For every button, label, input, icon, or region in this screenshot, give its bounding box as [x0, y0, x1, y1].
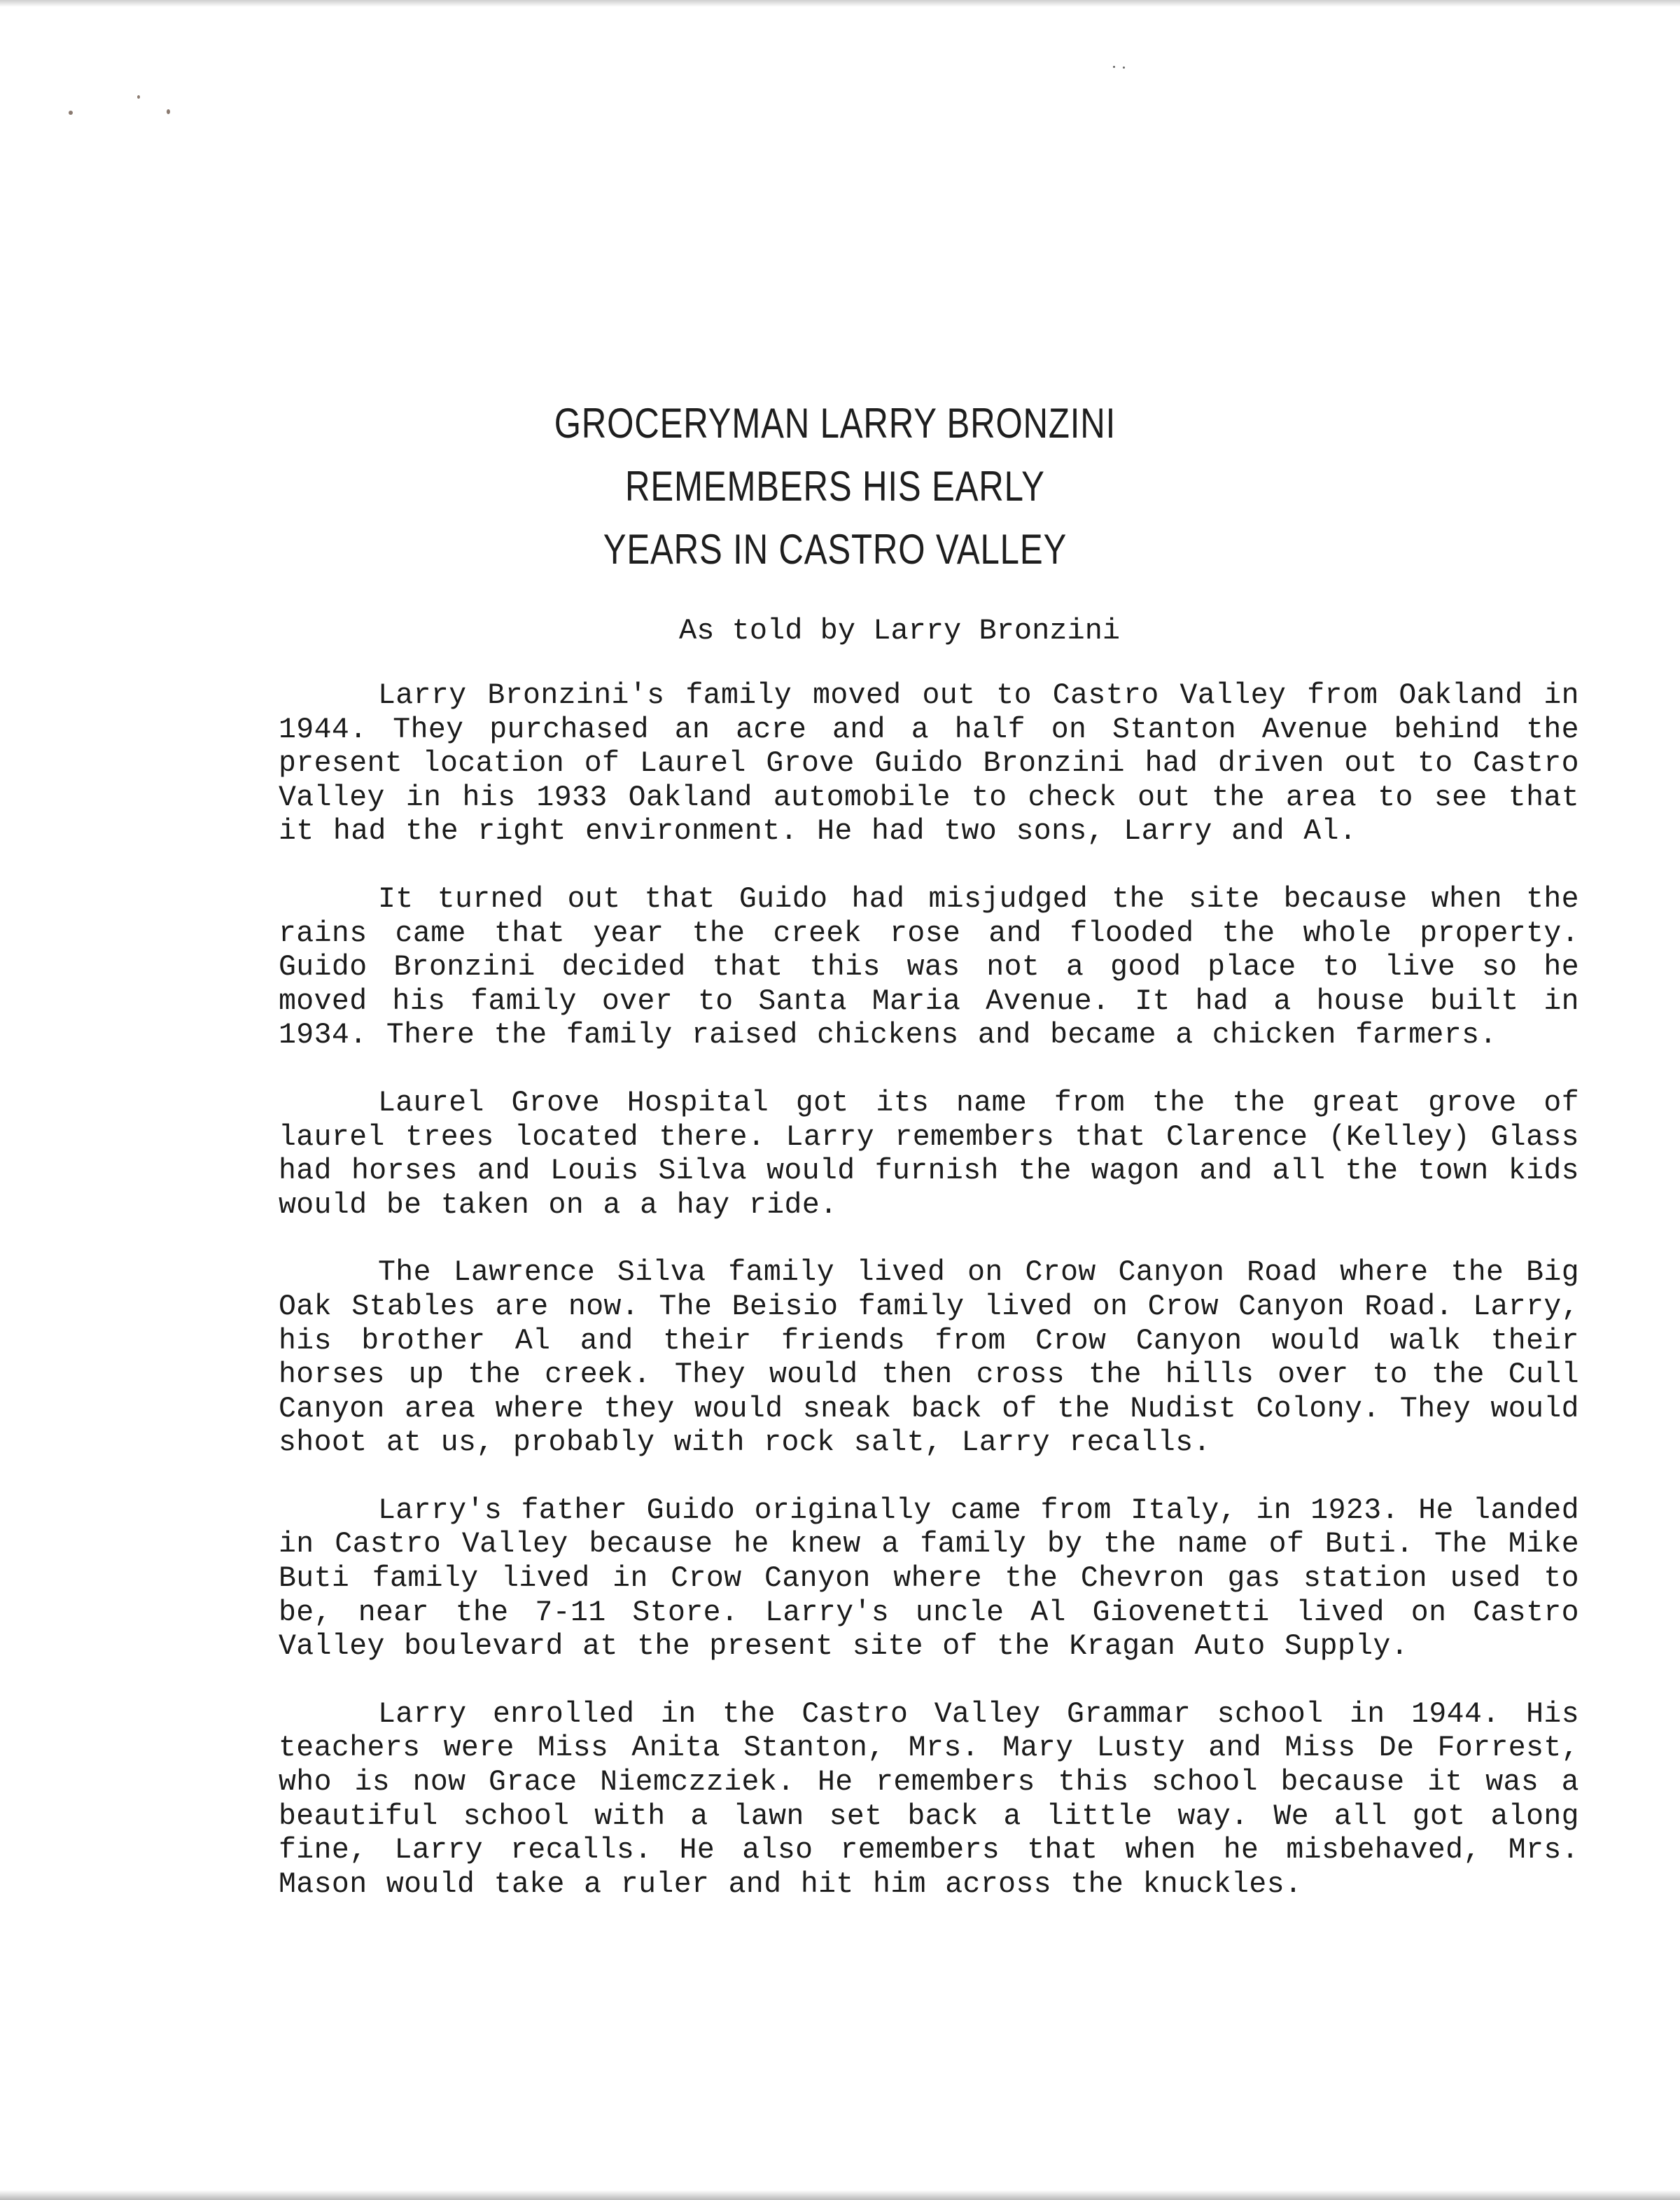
- scan-edge-bottom: [0, 2190, 1680, 2200]
- document-title: [167, 392, 1504, 581]
- paragraph: Laurel Grove Hospital got its name from the the great grove of laurel trees located there. Larry remembers that Clarence (Kelley) Glass had horses and Louis Silva would furnish the wagon and all the town kids would be taken on a a hay ride.: [279, 1086, 1579, 1222]
- paragraph: It turned out that Guido had misjudged the site because when the rains came that year the creek rose and flooded the whole property. Guido Bronzini decided that this was not a good place to live so he moved his family over to Santa Maria Avenue. It had a house built in 1934. There the family raised chickens and became a chicken farmers.: [279, 882, 1579, 1052]
- paragraph: Larry's father Guido originally came from Italy, in 1923. He landed in Castro Valley because he knew a family by the name of Buti. The Mike Buti family lived in Crow Canyon where the Chevron gas station used to be, near the 7-11 Store. Larry's uncle Al Giovenetti lived on Castro Valley boulevard at the present site of the Kragan Auto Supply.: [279, 1494, 1579, 1664]
- paragraph: Larry enrolled in the Castro Valley Grammar school in 1944. His teachers were Miss Anita Stanton, Mrs. Mary Lusty and Miss De Forrest, who is now Grace Niemczziek. He remembers this school because it was a beautiful school with a lawn set back a little way. We all got along fine, Larry recalls. He also remembers that when he misbehaved, Mrs. Mason would take a ruler and hit him across the knuckles.: [279, 1697, 1579, 1901]
- scan-speck: [69, 111, 73, 115]
- scan-speck: [1123, 67, 1125, 69]
- paragraph: Larry Bronzini's family moved out to Castro Valley from Oakland in 1944. They purchased an acre and a half on Stanton Avenue behind the present location of Laurel Grove Guido Bronzini had driven out to Castro Valley in his 1933 Oakland automobile to check out the area to see that it had the right environment. He had two sons, Larry and Al.: [279, 679, 1579, 849]
- paragraph: The Lawrence Silva family lived on Crow Canyon Road where the Big Oak Stables are now. The Beisio family lived on Crow Canyon Road. Larry, his brother Al and their friends from Crow Canyon would walk their horses up the creek. They would then cross the hills over to the Cull Canyon area where they would sneak back of the Nudist Colony. They would shoot at us, probably with rock salt, Larry recalls.: [279, 1256, 1579, 1460]
- document-body: [279, 679, 1579, 1935]
- scan-speck: [137, 95, 140, 99]
- title-line: REMEMBERS HIS EARLY: [625, 463, 1045, 510]
- scan-speck: [167, 109, 170, 114]
- scan-edge-top: [0, 0, 1680, 7]
- title-line: GROCERYMAN LARRY BRONZINI: [554, 400, 1116, 447]
- title-line: YEARS IN CASTRO VALLEY: [603, 526, 1068, 573]
- byline: As told by Larry Bronzini: [679, 614, 1121, 648]
- scan-speck: [1113, 66, 1115, 68]
